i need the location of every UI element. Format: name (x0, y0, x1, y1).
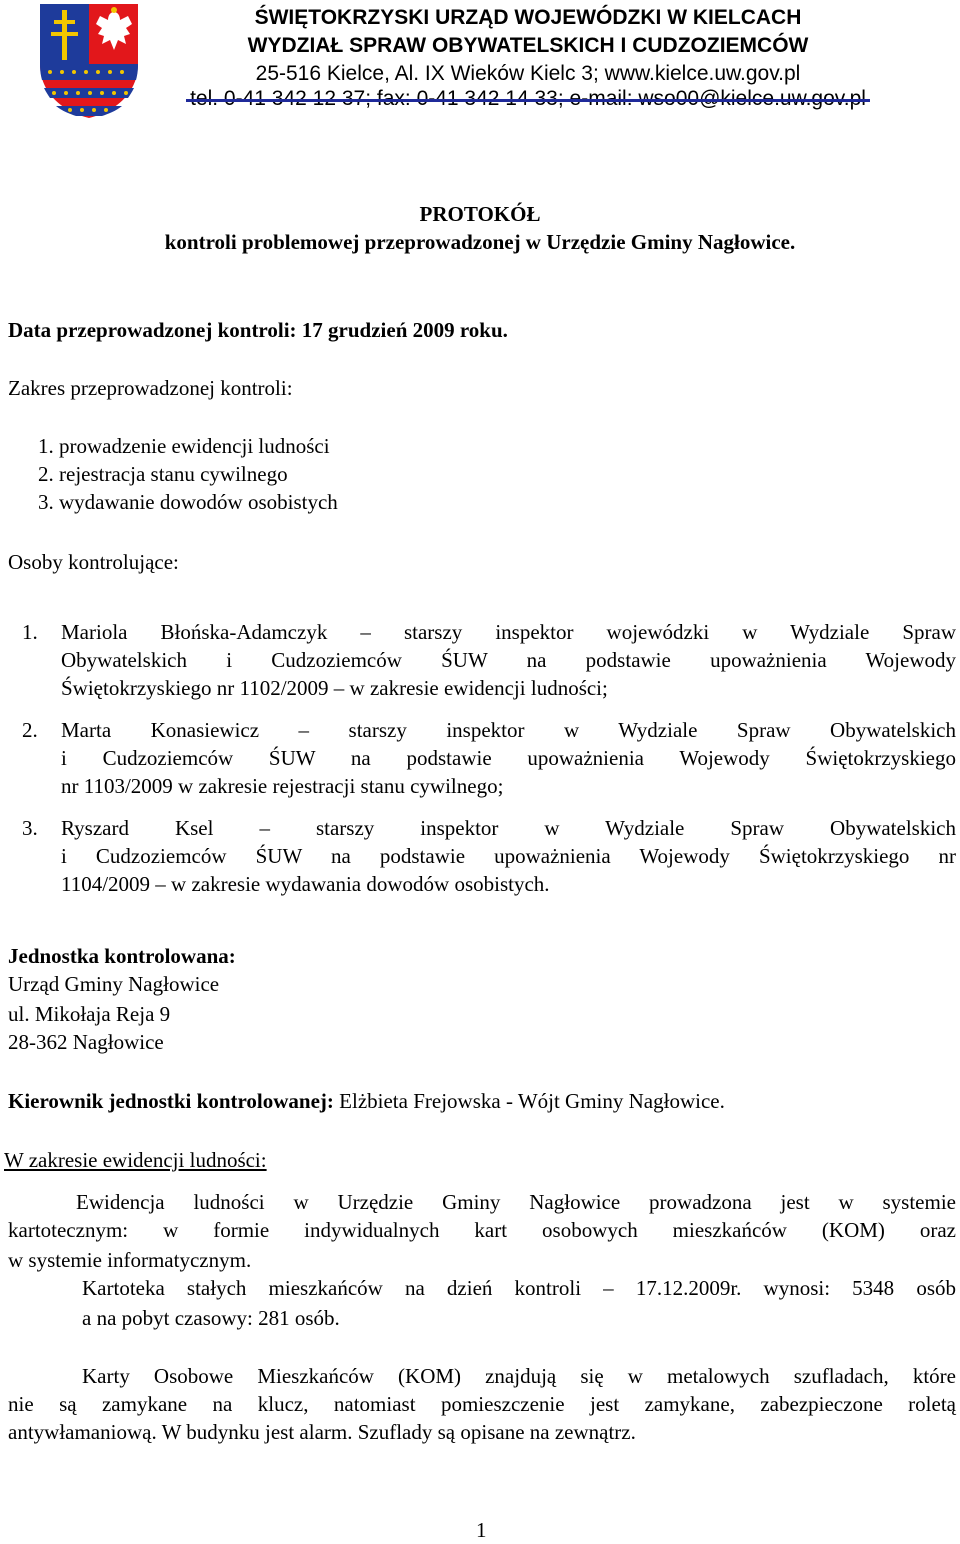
inspector-line: Marta Konasiewicz – starszy inspektor w Wydziale Spraw Obywatelskich (61, 718, 956, 742)
unit-city: 28-362 Nagłowice (8, 1030, 164, 1054)
office-address: 25-516 Kielce, Al. IX Wieków Kielc 3; www.kielce.uw.gov.pl (255, 62, 801, 85)
unit-name: Urząd Gminy Nagłowice (8, 972, 220, 996)
inspector-line: Obywatelskich i Cudzoziemców ŚUW na podstawie upoważnienia Wojewody (61, 648, 956, 672)
scope-item: 3. wydawanie dowodów osobistych (38, 490, 338, 514)
document-subtitle: kontroli problemowej przeprowadzonej w Urzędzie Gminy Nagłowice. (164, 230, 796, 254)
paragraph-line: Karty Osobowe Mieszkańców (KOM) znajdują się w metalowych szufladach, które (82, 1364, 956, 1388)
inspector-line: 1104/2009 – w zakresie wydawania dowodów osobistych. (61, 872, 550, 896)
paragraph-line: Kartoteka stałych mieszkańców na dzień kontroli – 17.12.2009r. wynosi: 5348 osób (82, 1276, 956, 1300)
inspector-entry (61, 618, 956, 702)
coat-of-arms-icon (38, 2, 140, 120)
inspector-entry (61, 814, 956, 898)
scope-item: 1. prowadzenie ewidencji ludności (38, 434, 330, 458)
inspector-line: Ryszard Ksel – starszy inspektor w Wydziale Spraw Obywatelskich (61, 816, 956, 840)
inspector-line: Mariola Błońska-Adamczyk – starszy inspektor wojewódzki w Wydziale Spraw (61, 620, 956, 644)
inspector-number: 1. (22, 620, 38, 644)
scope-heading: Zakres przeprowadzonej kontroli: (8, 376, 293, 400)
manager-label: Kierownik jednostki kontrolowanej: (8, 1089, 334, 1113)
inspector-line: Świętokrzyskiego nr 1102/2009 – w zakresie ewidencji ludności; (61, 676, 608, 700)
inspector-entry (61, 716, 956, 800)
inspectors-heading: Osoby kontrolujące: (8, 550, 179, 574)
paragraph-line: a na pobyt czasowy: 281 osób. (82, 1306, 340, 1330)
unit-heading: Jednostka kontrolowana: (8, 944, 236, 968)
paragraph-line: antywłamaniową. W budynku jest alarm. Szuflady są opisane na zewnątrz. (8, 1420, 636, 1444)
unit-street: ul. Mikołaja Reja 9 (8, 1002, 171, 1026)
paragraph-line: Ewidencja ludności w Urzędzie Gminy Nagłowice prowadzona jest w systemie (76, 1190, 956, 1214)
office-name: ŚWIĘTOKRZYSKI URZĄD WOJEWÓDZKI W KIELCACH (254, 6, 802, 29)
inspector-number: 2. (22, 718, 38, 742)
control-date: Data przeprowadzonej kontroli: 17 grudzień 2009 roku. (8, 318, 508, 342)
department-name: WYDZIAŁ SPRAW OBYWATELSKICH I CUDZOZIEMCÓW (247, 34, 809, 57)
document-title: PROTOKÓŁ (419, 202, 541, 226)
paragraph-line: kartotecznym: w formie indywidualnych kart osobowych mieszkańców (KOM) oraz (8, 1218, 956, 1242)
paragraph-line: nie są zamykane na klucz, natomiast pomieszczenie jest zamykane, zabezpieczone roletą (8, 1392, 956, 1416)
manager-line (8, 1087, 725, 1115)
paragraph-line: w systemie informatycznym. (8, 1248, 252, 1272)
scope-item: 2. rejestracja stanu cywilnego (38, 462, 288, 486)
page-number: 1 (476, 1518, 487, 1542)
inspector-line: i Cudzoziemców ŚUW na podstawie upoważnienia Wojewody Świętokrzyskiego (61, 746, 956, 770)
manager-value: Elżbieta Frejowska - Wójt Gminy Nagłowice. (333, 1089, 725, 1113)
inspector-line: i Cudzoziemców ŚUW na podstawie upoważnienia Wojewody Świętokrzyskiego nr (61, 844, 956, 868)
inspector-number: 3. (22, 816, 38, 840)
header-rule (186, 99, 870, 102)
inspector-line: nr 1103/2009 w zakresie rejestracji stanu cywilnego; (61, 774, 504, 798)
section-heading: W zakresie ewidencji ludności: (4, 1148, 267, 1172)
